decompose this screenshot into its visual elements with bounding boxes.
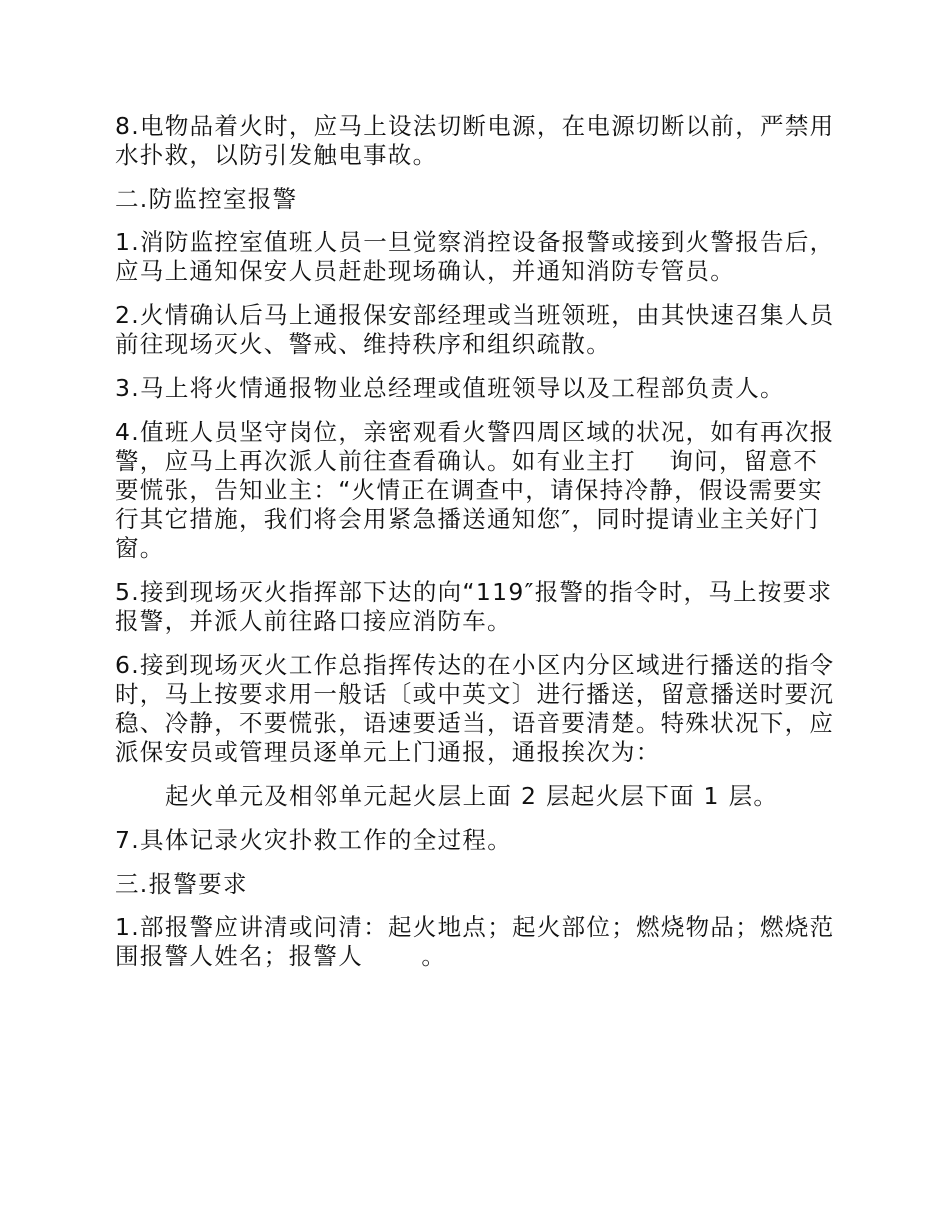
paragraph-1-report-requirements: 1.部报警应讲清或问清：起火地点；起火部位；燃烧物品；燃烧范围报警人姓名；报警人 。 — [115, 913, 835, 970]
paragraph-7-record: 7.具体记录火灾扑救工作的全过程。 — [115, 826, 513, 854]
section-heading-3: 三.报警要求 — [115, 870, 248, 898]
paragraph-notification-order: 起火单元及相邻单元起火层上面 2 层起火层下面 1 层。 — [165, 782, 779, 810]
paragraph-8-electrical-fire: 8.电物品着火时，应马上设法切断电源，在电源切断以前，严禁用水扑救，以防引发触电事故。 — [115, 112, 835, 169]
paragraph-2-fire-confirmation: 2.火情确认后马上通报保安部经理或当班领班，由其快速召集人员前往现场灭火、警戒、维持秩序和组织疏散。 — [115, 301, 835, 358]
paragraph-5-call-119: 5.接到现场灭火指挥部下达的向“119″报警的指令时，马上按要求报警，并派人前往路口接应消防车。 — [115, 578, 833, 635]
paragraph-3-report-manager: 3.马上将火情通报物业总经理或值班领导以及工程部负责人。 — [115, 374, 785, 402]
paragraph-1-monitoring-alarm: 1.消防监控室值班人员一旦觉察消控设备报警或接到火警报告后，应马上通知保安人员赶赴现场确认，并通知消防专管员。 — [115, 228, 835, 285]
paragraph-4-duty-staff: 4.值班人员坚守岗位，亲密观看火警四周区域的状况，如有再次报警，应马上再次派人前往查看确认。如有业主打 询问，留意不要慌张，告知业主：“火情正在调查中，请保持冷静，假设需要实行其它措施，我们将会用紧急播送通知您″，同时提请业主关好门窗。 — [115, 418, 835, 562]
document-body — [115, 112, 835, 986]
section-heading-2: 二.防监控室报警 — [115, 185, 298, 213]
paragraph-6-broadcast: 6.接到现场灭火工作总指挥传达的在小区内分区域进行播送的指令时，马上按要求用一般话〔或中英文〕进行播送，留意播送时要沉稳、冷静，不要慌张，语速要适当，语音要清楚。特殊状况下，应派保安员或管理员逐单元上门通报，通报挨次为： — [115, 651, 835, 766]
